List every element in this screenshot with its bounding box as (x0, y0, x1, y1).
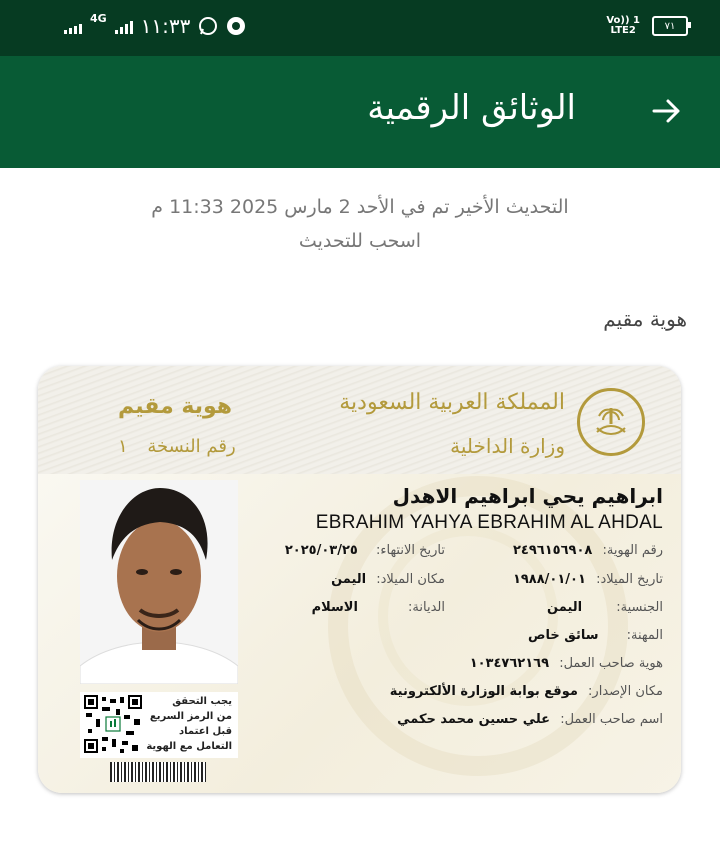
id-number-label: رقم الهوية: (602, 543, 663, 558)
app-bar (0, 56, 720, 168)
religion-label: الديانة: (408, 600, 445, 615)
volte-indicator (606, 16, 640, 36)
signal-icon (64, 18, 82, 34)
qr-instruction (146, 694, 232, 754)
holder-name-english: EBRAHIM YAHYA EBRAHIM AL AHDAL (315, 512, 663, 533)
status-right (606, 16, 688, 36)
pull-to-refresh-hint: اسحب للتحديث (298, 230, 422, 252)
holder-photo (80, 480, 238, 684)
birthplace-label: مكان الميلاد: (376, 572, 445, 587)
issue-place-value: موقع بوابة الوزارة الألكترونية (389, 684, 578, 699)
employer-id-row (470, 656, 663, 671)
section-title: هوية مقيم (603, 307, 687, 331)
status-bar (0, 0, 720, 56)
id-type-title: هوية مقيم (118, 394, 232, 419)
employer-name-value: علي حسين محمد حكمي (397, 712, 551, 727)
volte-label: Vo)) 1 (606, 15, 640, 26)
expiry-value: ٢٠٢٥/٠٣/٢٥ (284, 543, 358, 558)
network-type: 4G (90, 11, 107, 25)
employer-id-value: ١٠٣٤٧٦٢١٦٩ (469, 656, 550, 671)
birthplace-value: اليمن (331, 572, 367, 587)
occupation-label: المهنة: (626, 628, 663, 643)
battery-icon (652, 16, 688, 36)
version-value: ١ (118, 436, 128, 457)
employer-name-label: اسم صاحب العمل: (560, 712, 663, 727)
signal-icon-2 (115, 18, 133, 34)
lte-label: LTE2 (610, 25, 636, 36)
nationality-value: اليمن (547, 600, 583, 615)
dob-row (513, 572, 663, 587)
app-notification-icon (226, 16, 246, 36)
qr-note-line-2: من الرمز السريع (149, 711, 232, 722)
religion-row (312, 600, 445, 615)
employer-id-label: هوية صاحب العمل: (559, 656, 663, 671)
nationality-label: الجنسية: (616, 600, 663, 615)
birthplace-row (331, 572, 445, 587)
qr-note-line-1: يجب التحقق (172, 696, 232, 707)
holder-name-arabic: ابراهيم يحي ابراهيم الاهدل (392, 484, 663, 508)
qr-code-icon[interactable] (84, 695, 142, 753)
kingdom-name: المملكة العربية السعودية (339, 390, 565, 415)
palm-swords-emblem-icon (577, 388, 645, 456)
issue-place-label: مكان الإصدار: (588, 684, 663, 699)
ministry-name: وزارة الداخلية (450, 434, 565, 458)
version-number (118, 436, 236, 457)
nationality-row (547, 600, 663, 615)
dob-value: ١٩٨٨/٠١/٠١ (512, 572, 586, 587)
whatsapp-icon (198, 16, 218, 36)
dob-label: تاريخ الميلاد: (596, 572, 663, 587)
battery-level: ٧١ (664, 20, 676, 32)
expiry-label: تاريخ الانتهاء: (375, 543, 445, 558)
id-card[interactable] (38, 366, 681, 793)
issue-place-row (390, 684, 663, 699)
religion-value: الاسلام (311, 600, 358, 615)
id-number-row (513, 543, 663, 558)
last-update-text: التحديث الأخير تم في الأحد 2 مارس 2025 11:33 م (151, 196, 569, 218)
version-label: رقم النسخة (147, 436, 236, 457)
occupation-row (528, 628, 663, 643)
arrow-right-icon[interactable] (650, 94, 684, 134)
clock: ١١:٣٣ (140, 14, 191, 38)
qr-note-line-3: قبل اعتماد (179, 726, 232, 737)
qr-verification-box (80, 692, 238, 758)
employer-name-row (397, 712, 663, 727)
page-title: الوثائق الرقمية (367, 88, 576, 128)
status-left (64, 11, 246, 38)
id-number-value: ٢٤٩٦١٥٦٩٠٨ (512, 543, 593, 558)
qr-note-line-4: التعامل مع الهوية (146, 741, 232, 752)
barcode (110, 762, 206, 782)
occupation-value: سائق خاص (527, 628, 599, 643)
expiry-row (285, 543, 445, 558)
